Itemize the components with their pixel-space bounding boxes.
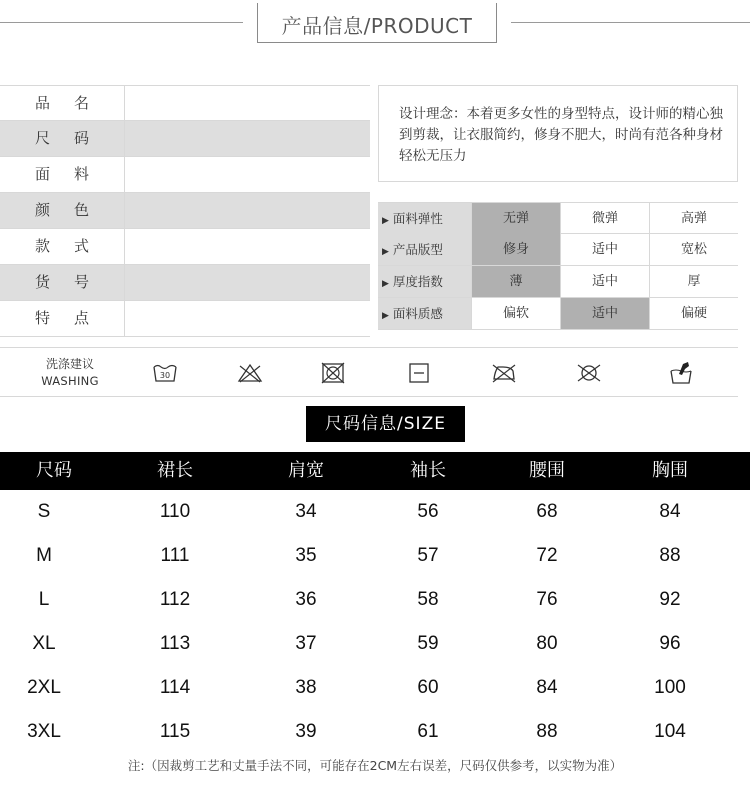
triangle-bullet-icon: ▶ [382,216,389,226]
attribute-option: 适中 [560,298,649,329]
attribute-name-label: 面料弹性 [392,211,443,226]
table-row [0,710,750,754]
size-cell: 115 [159,721,191,742]
size-cell: 80 [536,633,558,654]
size-cell: 35 [295,545,317,566]
info-row [0,193,370,229]
size-header-cell: 尺码 [36,460,72,481]
attribute-option: 偏硬 [649,298,738,329]
size-cell: 2XL [27,677,61,698]
attribute-grid [378,202,738,330]
info-row [0,85,370,121]
attribute-option: 修身 [471,234,560,265]
info-label: 面料 [0,157,125,192]
size-cell: 39 [295,721,317,742]
info-value [126,193,370,228]
info-row [0,301,370,337]
info-value [126,229,370,264]
page-title: 产品信息/PRODUCT [281,14,473,38]
info-row [0,121,370,157]
size-table-body [0,490,750,754]
attribute-name-label: 产品版型 [392,242,443,257]
size-cell: 84 [536,677,558,698]
info-value [126,121,370,156]
attribute-option: 薄 [471,266,560,297]
size-cell: 60 [417,677,439,698]
size-cell: 76 [536,589,558,610]
attribute-name [378,203,471,234]
size-cell: 3XL [27,721,61,742]
size-cell: 56 [417,501,439,522]
attribute-name [378,234,471,265]
size-cell: 88 [536,721,558,742]
size-section-title: 尺码信息/SIZE [306,406,465,442]
attribute-row [378,266,738,298]
info-value [126,86,370,121]
attribute-row [378,234,738,266]
size-cell: 112 [159,589,191,610]
size-cell: 36 [295,589,317,610]
info-label: 颜色 [0,193,125,228]
size-header-cell: 裙长 [157,460,193,481]
info-row [0,265,370,301]
size-cell: L [38,589,50,610]
size-cell: 96 [659,633,681,654]
attribute-option: 宽松 [649,234,738,265]
attribute-name-label: 厚度指数 [392,274,443,289]
info-label: 款式 [0,229,125,264]
size-header-cell: 腰围 [529,460,565,481]
info-value [126,157,370,192]
table-row [0,578,750,622]
size-cell: 34 [295,501,317,522]
attribute-name-label: 面料质感 [392,306,443,321]
svg-text:30: 30 [159,371,171,380]
table-row [0,534,750,578]
header-line-right [511,22,750,23]
design-concept: 设计理念：本着更多女性的身型特点，设计师的精心独到剪裁，让衣服简约，修身不肥大，时尚有范各种身材轻松无压力 [378,85,738,182]
size-cell: 57 [417,545,439,566]
info-label: 品名 [0,86,125,121]
attribute-option: 高弹 [649,203,738,234]
size-cell: 111 [160,545,190,566]
attribute-option: 无弹 [471,203,560,234]
size-header-cell: 肩宽 [288,460,324,481]
table-row [0,490,750,534]
size-cell: M [36,545,52,566]
triangle-bullet-icon: ▶ [382,311,389,321]
flat-dry-icon [406,361,432,385]
info-value [126,265,370,300]
size-header-cell: 袖长 [410,460,446,481]
info-label: 尺码 [0,121,125,156]
triangle-bullet-icon: ▶ [382,279,389,289]
attribute-row [378,202,738,234]
no-iron-icon [491,361,517,385]
washing-row [0,347,738,397]
table-row [0,666,750,710]
washing-label-en: WASHING [41,374,99,388]
size-cell: 114 [159,677,191,698]
size-header-cell: 胸围 [652,460,688,481]
size-cell: 58 [417,589,439,610]
attribute-option: 厚 [649,266,738,297]
attribute-option: 适中 [560,266,649,297]
size-cell: S [37,501,51,522]
size-cell: 61 [417,721,439,742]
hand-wash-basin-icon [668,361,694,385]
size-cell: 59 [417,633,439,654]
washing-label-cn: 洗涤建议 [45,357,94,371]
size-cell: 38 [295,677,317,698]
size-note: 注:（因裁剪工艺和丈量手法不同，可能存在2CM左右误差，尺码仅供参考，以实物为准） [127,758,623,773]
size-cell: 104 [654,721,686,742]
info-row [0,229,370,265]
table-row [0,622,750,666]
header-line-left [0,22,243,23]
size-cell: 92 [659,589,681,610]
size-cell: 84 [659,501,681,522]
hand-wash-icon [152,361,178,385]
attribute-option: 微弹 [560,203,649,234]
size-cell: 88 [659,545,681,566]
size-cell: 68 [536,501,558,522]
attribute-row [378,298,738,330]
info-row [0,157,370,193]
size-cell: 72 [536,545,558,566]
size-cell: 37 [295,633,317,654]
size-cell: XL [32,633,56,654]
triangle-bullet-icon: ▶ [382,247,389,257]
no-dry-clean-icon [576,361,602,385]
attribute-option: 偏软 [471,298,560,329]
info-value [126,301,370,336]
no-tumble-dry-icon [320,361,346,385]
info-label: 货号 [0,265,125,300]
size-cell: 113 [159,633,191,654]
attribute-name [378,266,471,297]
size-table-header [0,452,750,490]
info-label: 特点 [0,301,125,336]
washing-label [20,356,120,390]
size-cell: 110 [159,501,191,522]
attribute-name [378,298,471,329]
size-cell: 100 [654,677,686,698]
attribute-option: 适中 [560,234,649,265]
no-bleach-icon [237,361,263,385]
product-info-table [0,85,370,337]
